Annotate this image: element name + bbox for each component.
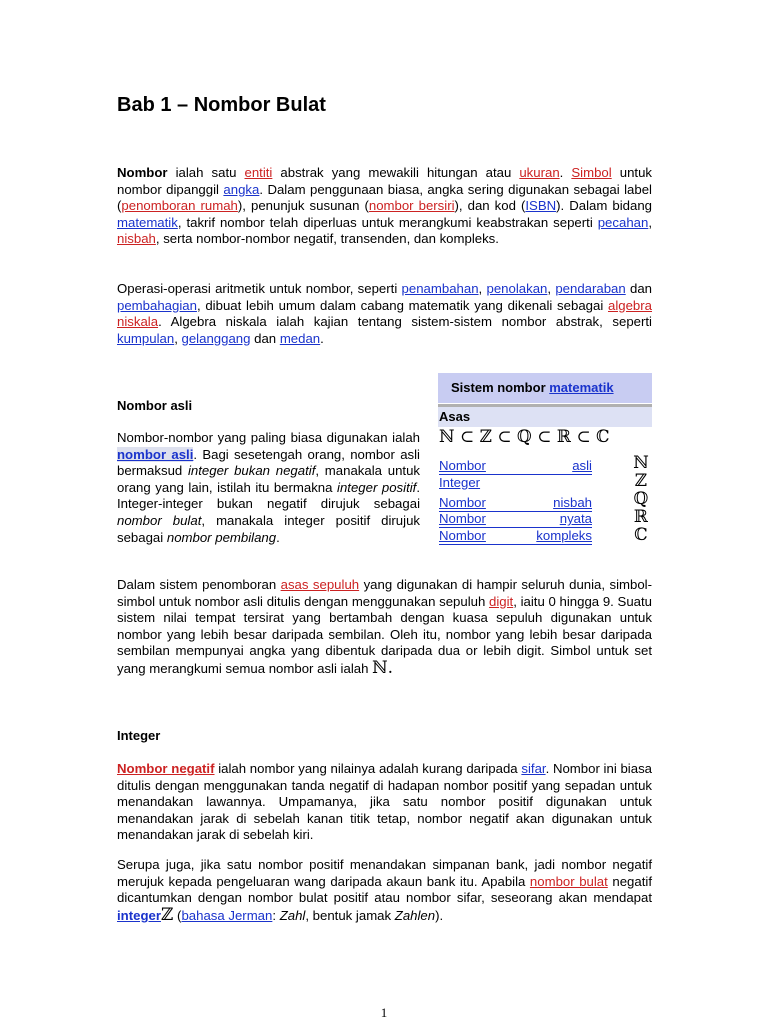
link-nombor-bersiri[interactable]: nombor bersiri <box>368 198 455 214</box>
link-nombor-asli[interactable]: nombor asli <box>117 446 194 462</box>
bank-example-paragraph <box>117 857 652 924</box>
italic-text: Zahlen <box>394 907 436 923</box>
row-word: Nombor <box>439 495 486 510</box>
text: . <box>559 165 572 180</box>
text: dan <box>625 281 653 296</box>
infobox-row-integer[interactable] <box>439 474 592 491</box>
link-ukuran[interactable]: ukuran <box>519 165 560 180</box>
text: Dalam sistem penomboran <box>117 577 281 592</box>
operations-paragraph <box>117 281 652 347</box>
text: ). <box>435 907 444 923</box>
text: ), penunjuk susunan ( <box>237 198 369 214</box>
text: : <box>272 907 280 923</box>
link-pecahan[interactable]: pecahan <box>597 214 649 230</box>
text: . Algebra niskala ialah kajian tentang sistem-sistem nombor abstrak, seperti <box>158 314 652 330</box>
text: , manakala integer positif dirujuk sebagai <box>117 512 420 545</box>
text: , <box>547 281 556 296</box>
infobox-asas-label: Asas <box>438 407 652 427</box>
italic-text: Zahl <box>279 907 306 923</box>
text: . Integer-integer bukan negatif dirujuk sebagai <box>117 479 420 512</box>
link-penomboran-rumah[interactable]: penomboran rumah <box>121 198 238 214</box>
rationals-symbol-icon: ℚ <box>633 489 649 509</box>
text: Operasi-operasi aritmetik untuk nombor, seperti <box>117 281 402 296</box>
link-simbol[interactable]: Simbol <box>571 165 612 180</box>
link-gelanggang[interactable]: gelanggang <box>181 330 251 346</box>
link-nombor-bulat[interactable]: nombor bulat <box>529 873 608 889</box>
text: , takrif nombor telah diperluas untuk merangkumi keabstrakan seperti <box>177 214 598 230</box>
naturals-symbol-icon: ℕ. <box>372 657 394 678</box>
link-integer[interactable]: integer <box>117 907 161 923</box>
row-word: Nombor <box>439 528 486 543</box>
integers-symbol-icon: ℤ <box>634 471 648 491</box>
link-pendaraban[interactable]: pendaraban <box>555 281 626 296</box>
row-word: Nombor <box>439 458 486 473</box>
link-entiti[interactable]: entiti <box>244 165 273 180</box>
row-word: asli <box>572 458 592 473</box>
page-title: Bab 1 – Nombor Bulat <box>117 94 326 116</box>
naturals-symbol-icon: ℕ <box>633 453 649 473</box>
link-matematik[interactable]: matematik <box>117 214 178 230</box>
term-nombor: Nombor <box>117 165 168 180</box>
text: ), dan kod ( <box>454 198 526 214</box>
text: , dibuat lebih umum dalam cabang matematik yang dikenali sebagai <box>196 297 608 313</box>
infobox-row-asli[interactable] <box>439 457 592 475</box>
complex-symbol-icon: ℂ <box>634 525 648 545</box>
link-penambahan[interactable]: penambahan <box>401 281 479 296</box>
text: , iaitu 0 hingga 9. Suatu sistem nilai tempat tersirat yang bertambah dengan kuasa sepuluh digunakan untuk nombor yang lebih besar daripada sembilan. Oleh itu, nombor yang lebih besar daripada sembilan mempunyai angka yang dibentuk daripada dua or lebih digit. Simbol untuk set yang merangkumi semua nombor asli ialah <box>117 593 652 676</box>
page-number: 1 <box>380 1005 388 1020</box>
text: , serta nombor-nombor negatif, transenden, dan kompleks. <box>155 231 499 247</box>
intro-paragraph <box>117 165 652 248</box>
text: , <box>478 281 487 296</box>
natural-numbers-paragraph <box>117 430 420 546</box>
text: . <box>320 330 324 346</box>
text: . Bagi sesetengah orang, nombor asli bermaksud <box>117 446 420 479</box>
link-isbn[interactable]: ISBN <box>525 198 557 214</box>
infobox-row-nyata[interactable] <box>439 510 592 528</box>
text: . Nombor ini biasa ditulis dengan menggunakan tanda negatif di hadapan nombor positif yang sepadan untuk menandakan lawannya. Umpamanya, jika satu nombor positif digunakan untuk menandakan jarak di sebelah kanan titik tetap, nombor negatif akan digunakan untuk menandakan jarak di sebelah kiri. <box>117 761 652 843</box>
text: ialah nombor yang nilainya adalah kurang daripada <box>214 761 522 776</box>
row-word: nisbah <box>553 495 592 510</box>
integers-symbol-icon: ℤ <box>160 904 174 925</box>
text: , <box>174 330 182 346</box>
text: abstrak yang mewakili hitungan atau <box>272 165 520 180</box>
link-angka[interactable]: angka <box>223 181 260 197</box>
row-word: Integer <box>439 475 481 490</box>
text: ( <box>173 907 182 923</box>
text: ialah satu <box>167 165 245 180</box>
row-word: Nombor <box>439 511 486 526</box>
infobox-row-kompleks[interactable] <box>439 527 592 545</box>
text: dan <box>250 330 280 346</box>
link-bahasa-jerman[interactable]: bahasa Jerman <box>181 907 273 923</box>
text: , <box>648 214 652 230</box>
negative-numbers-paragraph <box>117 761 652 844</box>
infobox-subset-chain: ℕ ⊂ ℤ ⊂ ℚ ⊂ ℝ ⊂ ℂ <box>439 427 610 447</box>
text: Nombor-nombor yang paling biasa digunakan ialah <box>117 430 420 445</box>
link-nisbah[interactable]: nisbah <box>117 231 156 247</box>
text: . Dalam penggunaan biasa, angka sering digunakan sebagai label ( <box>117 181 652 214</box>
infobox-title-link[interactable]: matematik <box>549 380 614 395</box>
text: , bentuk jamak <box>305 907 395 923</box>
text: negatif dicantumkan dengan nombor bulat positif atau nombor sifar, seseorang akan mendapat <box>117 873 652 906</box>
link-nombor-negatif[interactable]: Nombor negatif <box>117 761 215 776</box>
italic-text: nombor bulat <box>117 512 202 528</box>
infobox-header <box>438 373 652 403</box>
reals-symbol-icon: ℝ <box>633 507 649 527</box>
text: yang digunakan di hampir seluruh dunia, simbol-simbol untuk nombor asli ditulis dengan menggunakan sepuluh <box>117 577 652 609</box>
number-system-infobox <box>438 373 652 545</box>
italic-text: nombor pembilang <box>166 529 277 545</box>
text: Serupa juga, jika satu nombor positif menandakan simpanan bank, jadi nombor negatif merujuk kepada pengeluaran wang daripada akaun bank itu. Apabila <box>117 857 652 889</box>
text: untuk nombor dipanggil <box>117 165 652 197</box>
infobox-list <box>438 447 652 545</box>
text: , manakala untuk orang yang lain, istilah itu bermakna <box>117 463 420 495</box>
link-pembahagian[interactable]: pembahagian <box>117 297 197 313</box>
row-word: kompleks <box>536 528 592 543</box>
link-kumpulan[interactable]: kumpulan <box>117 330 175 346</box>
italic-text: integer positif <box>337 479 417 495</box>
decimal-system-paragraph <box>117 577 652 678</box>
text: . <box>276 529 280 545</box>
link-penolakan[interactable]: penolakan <box>486 281 548 296</box>
link-digit[interactable]: digit <box>489 593 514 609</box>
link-medan[interactable]: medan <box>279 330 321 346</box>
text: ). Dalam bidang <box>556 198 653 214</box>
italic-text: integer bukan negatif <box>188 463 316 479</box>
link-asas-sepuluh[interactable]: asas sepuluh <box>280 577 360 592</box>
link-sifar[interactable]: sifar <box>521 761 546 776</box>
infobox-title: Sistem nombor <box>451 380 550 395</box>
link-algebra-niskala[interactable]: algebra niskala <box>117 297 652 330</box>
row-word: nyata <box>559 511 592 526</box>
heading-nombor-asli: Nombor asli <box>117 398 193 413</box>
heading-integer: Integer <box>117 728 161 743</box>
